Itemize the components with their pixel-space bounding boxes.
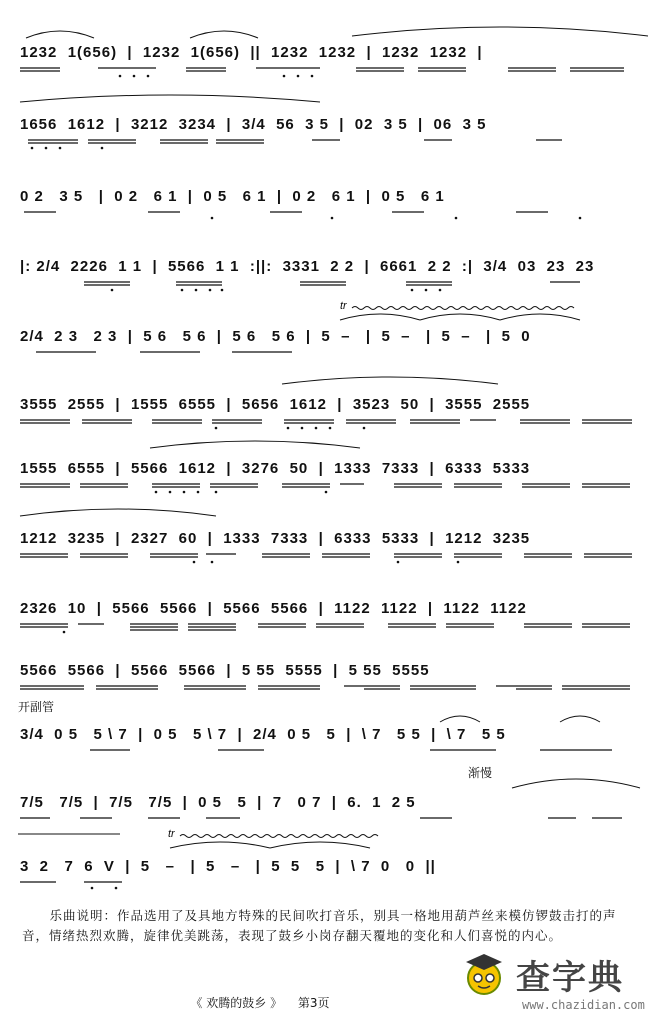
score-line-notes: 1232 1(656) | 1232 1(656) || 1232 1232 | 1232 1232 | xyxy=(20,44,483,61)
score-line-notes: 1656 1612 | 3212 3234 | 3/4 56 3 5 | 02 3 5 | 06 3 5 xyxy=(20,116,487,133)
page-footer xyxy=(0,994,520,1011)
tempo-label: 渐慢 xyxy=(468,766,493,780)
score-line-9 xyxy=(0,566,664,636)
watermark-url: www.chazidian.com xyxy=(522,998,645,1012)
score-line-notes: 1555 6555 | 5566 1612 | 3276 50 | 1333 7333 | 6333 5333 xyxy=(20,460,531,477)
trill-mark: tr xyxy=(340,300,347,312)
score-line-12 xyxy=(0,760,664,830)
score-line-11 xyxy=(0,692,664,762)
piece-description xyxy=(22,906,642,946)
trill-mark: tr xyxy=(168,828,175,840)
score-line-notes: 2/4 2 3 2 3 | 5 6 5 6 | 5 6 5 6 | 5 – | 5 – | 5 – | 5 0 xyxy=(20,328,531,345)
instrument-label: 开副管 xyxy=(18,700,55,714)
score-line-notes: 1212 3235 | 2327 60 | 1333 7333 | 6333 5333 | 1212 3235 xyxy=(20,530,531,547)
description-label: 乐曲说明： xyxy=(49,908,118,923)
score-line-7 xyxy=(0,426,664,496)
score-line-notes: |: 2/4 2226 1 1 | 5566 1 1 :||: 3331 2 2 | 6661 2 2 :| 3/4 03 23 23 xyxy=(20,258,595,275)
score-line-1 xyxy=(0,10,664,80)
site-watermark xyxy=(460,948,650,1024)
score-line-notes: 5566 5566 | 5566 5566 | 5 55 5555 | 5 55 5555 xyxy=(20,662,430,679)
watermark-title: 查字典 xyxy=(516,958,624,998)
score-line-notes: 3/4 0 5 5 \ 7 | 0 5 5 \ 7 | 2/4 0 5 5 | \ 7 5 5 | \ 7 5 5 xyxy=(20,726,506,743)
score-line-notes: 3555 2555 | 1555 6555 | 5656 1612 | 3523 50 | 3555 2555 xyxy=(20,396,531,413)
score-line-4 xyxy=(0,224,664,294)
score-line-2 xyxy=(0,82,664,152)
score-line-5 xyxy=(0,294,664,364)
score-line-notes: 3 2 7 6 V | 5 – | 5 – | 5 5 5 | \ 7 0 0 || xyxy=(20,858,436,875)
score-line-8 xyxy=(0,496,664,566)
student-mascot-icon xyxy=(460,950,508,998)
score-line-notes: 2326 10 | 5566 5566 | 5566 5566 | 1122 1122 | 1122 1122 xyxy=(20,600,527,617)
score-line-13 xyxy=(0,824,664,894)
description-text: 作品选用了及具地方特殊的民间吹打音乐，别具一格地用葫芦丝来模仿锣鼓击打的声音，情绪热烈欢腾，旋律优美跳荡，表现了鼓乡小岗存翻天覆地的变化和人们喜悦的内心。 xyxy=(22,908,617,943)
score-line-notes: 0 2 3 5 | 0 2 6 1 | 0 5 6 1 | 0 2 6 1 | 0 5 6 1 xyxy=(20,188,445,205)
footer-title: 《 欢腾的鼓乡 》 xyxy=(190,996,283,1010)
score-line-6 xyxy=(0,362,664,432)
score-line-notes: 7/5 7/5 | 7/5 7/5 | 0 5 5 | 7 0 7 | 6. 1 2 5 xyxy=(20,794,416,811)
footer-page-number: 第3页 xyxy=(297,996,330,1010)
score-line-10 xyxy=(0,628,664,698)
score-line-3 xyxy=(0,154,664,224)
